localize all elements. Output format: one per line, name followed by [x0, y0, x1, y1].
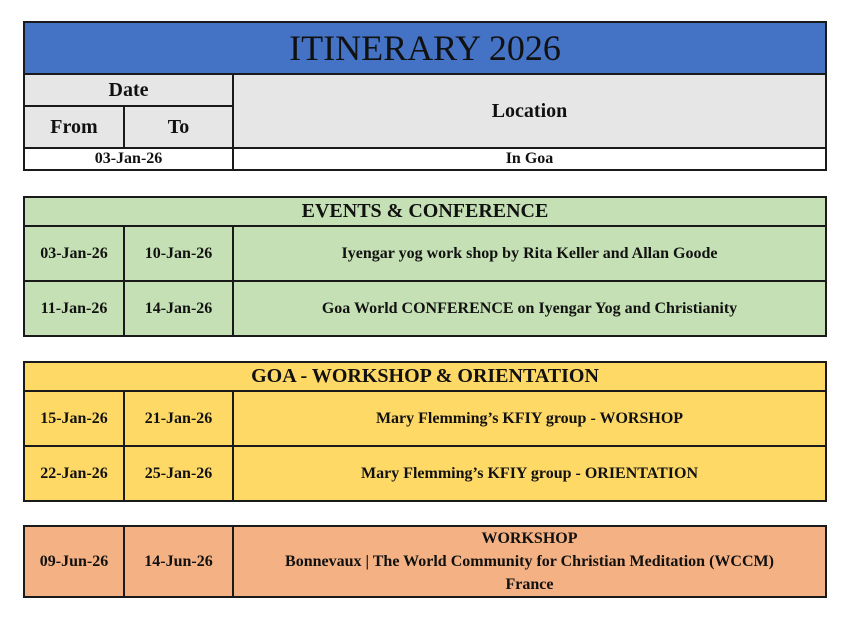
itinerary-header-table	[23, 21, 827, 171]
events-conference-table	[23, 196, 827, 337]
table-row	[24, 446, 826, 501]
venue-country: France	[505, 576, 554, 593]
location-cell: Mary Flemming’s KFIY group - WORSHOP	[233, 391, 826, 446]
location-cell: Mary Flemming’s KFIY group - ORIENTATION	[233, 446, 826, 501]
to-date-cell: 25-Jan-26	[124, 446, 233, 501]
location-cell: Goa World CONFERENCE on Iyengar Yog and Christianity	[233, 281, 826, 336]
wccm-workshop-table	[23, 525, 827, 598]
goa-section-title: GOA - WORKSHOP & ORIENTATION	[24, 362, 826, 391]
goa-workshop-table	[23, 361, 827, 502]
location-cell	[233, 526, 826, 597]
table-row	[24, 526, 826, 597]
table-row	[24, 391, 826, 446]
from-header: From	[24, 106, 124, 148]
itinerary-title: ITINERARY 2026	[24, 22, 826, 74]
initial-date-cell: 03-Jan-26	[24, 148, 233, 170]
from-date-cell: 15-Jan-26	[24, 391, 124, 446]
to-date-cell: 14-Jun-26	[124, 526, 233, 597]
to-date-cell: 14-Jan-26	[124, 281, 233, 336]
table-row	[24, 281, 826, 336]
from-date-cell: 11-Jan-26	[24, 281, 124, 336]
from-date-cell: 09-Jun-26	[24, 526, 124, 597]
to-header: To	[124, 106, 233, 148]
workshop-label: WORKSHOP	[481, 530, 578, 547]
initial-location-cell: In Goa	[233, 148, 826, 170]
location-header: Location	[233, 74, 826, 148]
venue-name: Bonnevaux | The World Community for Christian Meditation (WCCM)	[285, 553, 774, 570]
to-date-cell: 21-Jan-26	[124, 391, 233, 446]
table-row	[24, 226, 826, 281]
to-date-cell: 10-Jan-26	[124, 226, 233, 281]
from-date-cell: 22-Jan-26	[24, 446, 124, 501]
location-cell: Iyengar yog work shop by Rita Keller and Allan Goode	[233, 226, 826, 281]
events-section-title: EVENTS & CONFERENCE	[24, 197, 826, 226]
date-header: Date	[24, 74, 233, 106]
from-date-cell: 03-Jan-26	[24, 226, 124, 281]
